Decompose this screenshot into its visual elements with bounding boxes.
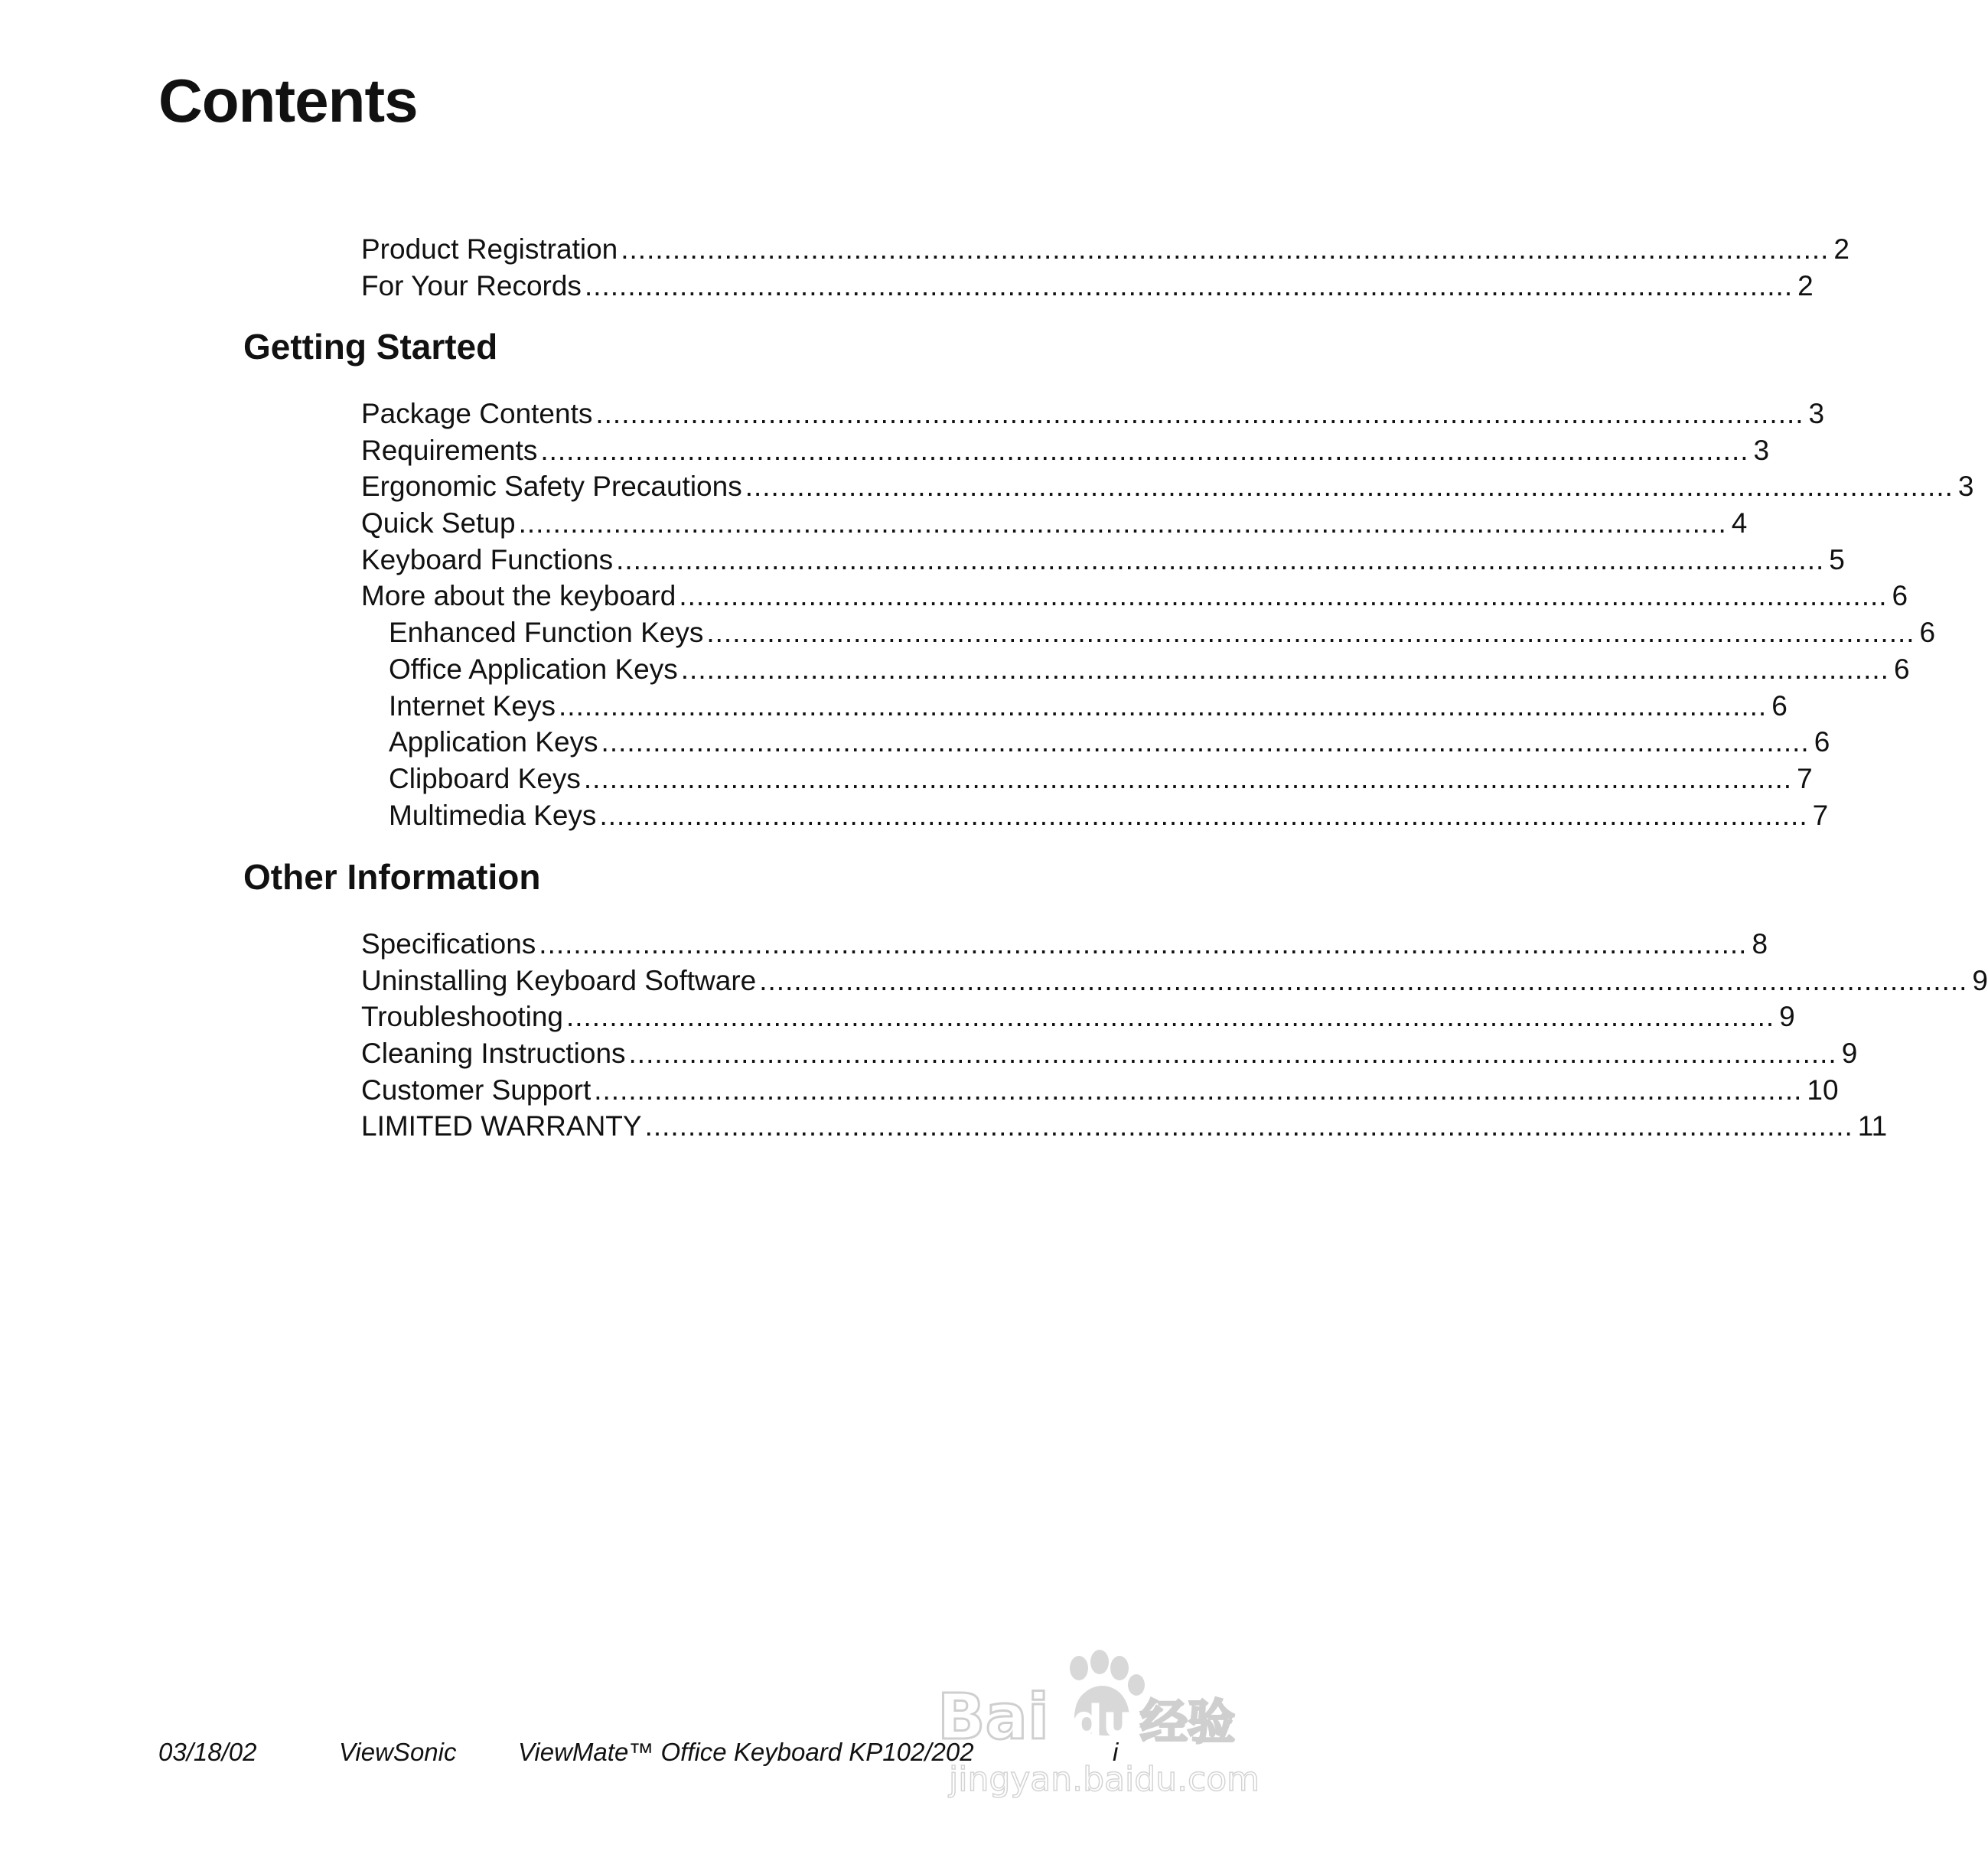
toc-entry bbox=[361, 268, 1814, 305]
toc-entry-label: Cleaning Instructions bbox=[361, 1038, 626, 1070]
toc-entry-label: Quick Setup bbox=[361, 507, 516, 539]
toc-entry-page-number: 11 bbox=[1857, 1110, 1888, 1142]
toc-dot-leader: ............................................................................................................................................ bbox=[559, 689, 1768, 722]
toc-entry bbox=[361, 614, 1936, 651]
toc-entry-label: Specifications bbox=[361, 928, 536, 960]
toc-entry-label: Uninstalling Keyboard Software bbox=[361, 964, 757, 996]
baidu-watermark-logo bbox=[922, 1645, 1260, 1806]
toc-entry-label: Product Registration bbox=[361, 233, 618, 265]
toc-entry-label: Customer Support bbox=[361, 1074, 592, 1106]
toc-dot-leader: ............................................................................................................................................ bbox=[583, 762, 1793, 794]
toc-entry-label: Ergonomic Safety Precautions bbox=[361, 471, 742, 503]
toc-entry bbox=[361, 926, 1768, 963]
toc-dot-leader: ............................................................................................................................................ bbox=[616, 543, 1825, 575]
toc-dot-leader: ............................................................................................................................................ bbox=[539, 928, 1748, 960]
section-heading-getting-started: Getting Started bbox=[243, 327, 498, 367]
toc-dot-leader: ............................................................................................................................................ bbox=[621, 233, 1830, 265]
toc-entry bbox=[361, 468, 1974, 505]
toc-entry-page-number: 6 bbox=[1892, 580, 1908, 612]
toc-entry-page-number: 6 bbox=[1771, 689, 1788, 722]
toc-entry-label: Multimedia Keys bbox=[389, 799, 597, 831]
toc-other-information bbox=[361, 926, 1988, 1145]
toc-entry-page-number: 5 bbox=[1829, 543, 1845, 575]
toc-entry-label: Package Contents bbox=[361, 398, 593, 429]
footer-brand: ViewSonic bbox=[339, 1738, 457, 1766]
toc-entry bbox=[361, 724, 1830, 761]
toc-entry-page-number: 9 bbox=[1779, 1001, 1795, 1033]
toc-entry bbox=[361, 761, 1813, 797]
toc-entry bbox=[361, 505, 1748, 542]
toc-entry bbox=[361, 231, 1849, 268]
toc-entry-label: Internet Keys bbox=[389, 689, 556, 722]
toc-entry-label: Clipboard Keys bbox=[389, 762, 581, 794]
toc-front-matter bbox=[361, 231, 1849, 304]
toc-entry-label: More about the keyboard bbox=[361, 580, 676, 612]
toc-entry bbox=[361, 688, 1788, 725]
toc-dot-leader: ............................................................................................................................................ bbox=[745, 471, 1954, 503]
toc-entry bbox=[361, 432, 1770, 469]
footer-page-number: i bbox=[1113, 1738, 1119, 1766]
toc-entry bbox=[361, 963, 1988, 999]
toc-entry-label: LIMITED WARRANTY bbox=[361, 1110, 642, 1142]
toc-dot-leader: ............................................................................................................................................ bbox=[584, 269, 1794, 301]
toc-entry-page-number: 9 bbox=[1972, 964, 1988, 996]
toc-dot-leader: ............................................................................................................................................ bbox=[679, 580, 1888, 612]
toc-entry-label: Enhanced Function Keys bbox=[389, 617, 704, 649]
toc-entry-page-number: 7 bbox=[1797, 762, 1813, 794]
toc-entry-page-number: 3 bbox=[1808, 398, 1825, 429]
toc-entry-page-number: 6 bbox=[1814, 726, 1830, 758]
toc-entry-label: Keyboard Functions bbox=[361, 543, 614, 575]
toc-dot-leader: ............................................................................................................................................ bbox=[540, 434, 1749, 466]
toc-dot-leader: ............................................................................................................................................ bbox=[518, 507, 1727, 539]
toc-entry-page-number: 9 bbox=[1841, 1038, 1858, 1070]
toc-entry bbox=[361, 797, 1829, 834]
watermark-logo-text: Bai bbox=[937, 1681, 1049, 1754]
toc-dot-leader: ............................................................................................................................................ bbox=[644, 1110, 1853, 1142]
toc-entry-label: Troubleshooting bbox=[361, 1001, 563, 1033]
toc-entry bbox=[361, 651, 1910, 688]
toc-dot-leader: ............................................................................................................................................ bbox=[594, 1074, 1803, 1106]
toc-entry-label: For Your Records bbox=[361, 269, 582, 301]
toc-entry bbox=[361, 578, 1908, 614]
toc-dot-leader: ............................................................................................................................................ bbox=[565, 1001, 1775, 1033]
toc-dot-leader: ............................................................................................................................................ bbox=[628, 1038, 1837, 1070]
toc-dot-leader: ............................................................................................................................................ bbox=[680, 653, 1889, 685]
toc-entry-page-number: 2 bbox=[1797, 269, 1814, 301]
svg-text:经验: 经验 bbox=[1140, 1694, 1236, 1750]
toc-entry-page-number: 7 bbox=[1812, 799, 1829, 831]
toc-entry-label: Requirements bbox=[361, 434, 538, 466]
toc-entry bbox=[361, 396, 1825, 432]
toc-entry bbox=[361, 1108, 1888, 1145]
toc-entry-page-number: 3 bbox=[1957, 471, 1974, 503]
toc-entry-label: Office Application Keys bbox=[389, 653, 678, 685]
watermark-url-text: jingyan.baidu.com bbox=[949, 1760, 1260, 1799]
section-heading-other-information: Other Information bbox=[243, 857, 541, 897]
toc-dot-leader: ............................................................................................................................................ bbox=[595, 398, 1804, 429]
footer-date: 03/18/02 bbox=[158, 1738, 257, 1766]
toc-entry-page-number: 8 bbox=[1752, 928, 1768, 960]
toc-entry-page-number: 6 bbox=[1919, 617, 1936, 649]
toc-entry-page-number: 6 bbox=[1893, 653, 1910, 685]
toc-dot-leader: ............................................................................................................................................ bbox=[601, 726, 1810, 758]
toc-dot-leader: ............................................................................................................................................ bbox=[759, 964, 1968, 996]
toc-entry-page-number: 4 bbox=[1731, 507, 1748, 539]
toc-entry-page-number: 2 bbox=[1833, 233, 1849, 265]
svg-text:du: du bbox=[1072, 1696, 1133, 1746]
toc-entry-page-number: 10 bbox=[1807, 1074, 1839, 1106]
page-title: Contents bbox=[158, 67, 418, 135]
toc-dot-leader: ............................................................................................................................................ bbox=[706, 617, 1915, 649]
toc-dot-leader: ............................................................................................................................................ bbox=[599, 799, 1808, 831]
toc-getting-started bbox=[361, 396, 1974, 833]
toc-entry bbox=[361, 1035, 1858, 1072]
footer-product: ViewMate™ Office Keyboard KP102/202 bbox=[518, 1738, 974, 1766]
toc-entry bbox=[361, 542, 1845, 578]
toc-entry-page-number: 3 bbox=[1753, 434, 1770, 466]
toc-entry-label: Application Keys bbox=[389, 726, 598, 758]
toc-entry bbox=[361, 999, 1795, 1035]
toc-entry bbox=[361, 1072, 1839, 1109]
